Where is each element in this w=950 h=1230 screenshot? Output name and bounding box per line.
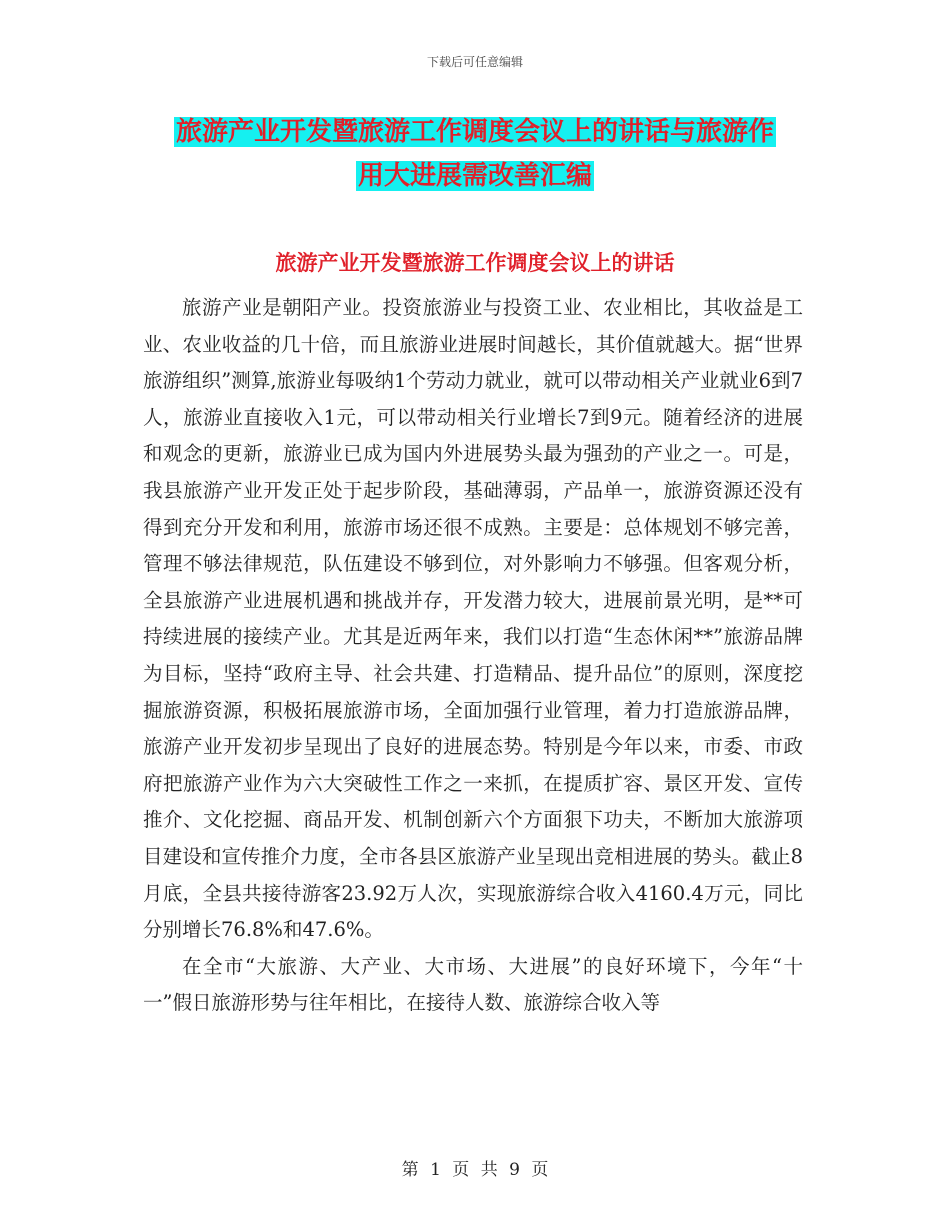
header-note: 下载后可任意编辑 [426, 55, 523, 69]
body-text [143, 290, 803, 1022]
paragraph: 在全市“大旅游、大产业、大市场、大进展”的良好环境下，今年“十一”假日旅游形势与往年相比，在接待人数、旅游综合收入等 [143, 954, 803, 1015]
section-title: 旅游产业开发暨旅游工作调度会议上的讲话 [275, 250, 675, 275]
title-line-1: 旅游产业开发暨旅游工作调度会议上的讲话与旅游作 [175, 117, 774, 147]
paragraph: 旅游产业是朝阳产业。投资旅游业与投资工业、农业相比，其收益是工业、农业收益的几十倍，而且旅游业进展时间越长，其价值就越大。据“世界旅游组织”测算,旅游业每吸纳1个劳动力就业，就可以带动相关产业就业6到7人，旅游业直接收入1元，可以带动相关行业增长7到9元。随着经济的进展和观念的更新，旅游业已成为国内外进展势头最为强劲的产业之一。可是，我县旅游产业开发正处于起步阶段，基础薄弱，产品单一，旅游资源还没有得到充分开发和利用，旅游市场还很不成熟。主要是：总体规划不够完善，管理不够法律规范，队伍建设不够到位，对外影响力不够强。但客观分析，全县旅游产业进展机遇和挑战并存，开发潜力较大，进展前景光明，是**可持续进展的接续产业。尤其是近两年来，我们以打造“生态休闲**”旅游品牌为目标，坚持“政府主导、社会共建、打造精品、提升品位”的原则，深度挖掘旅游资源，积极拓展旅游市场，全面加强行业管理，着力打造旅游品牌，旅游产业开发初步呈现出了良好的进展态势。特别是今年以来，市委、市政府把旅游产业作为六大突破性工作之一来抓，在提质扩容、景区开发、宣传推介、文化挖掘、商品开发、机制创新六个方面狠下功夫，不断加大旅游项目建设和宣传推介力度，全市各县区旅游产业呈现出竞相进展的势头。截止8月底，全县共接待游客23.92万人次，实现旅游综合收入4160.4万元，同比分别增长76.8%和47.6%。 [143, 296, 803, 942]
title-line-2: 用大进展需改善汇编 [357, 161, 592, 191]
document-title [0, 110, 950, 198]
page-footer: 第 1 页 共 9 页 [401, 1160, 549, 1180]
